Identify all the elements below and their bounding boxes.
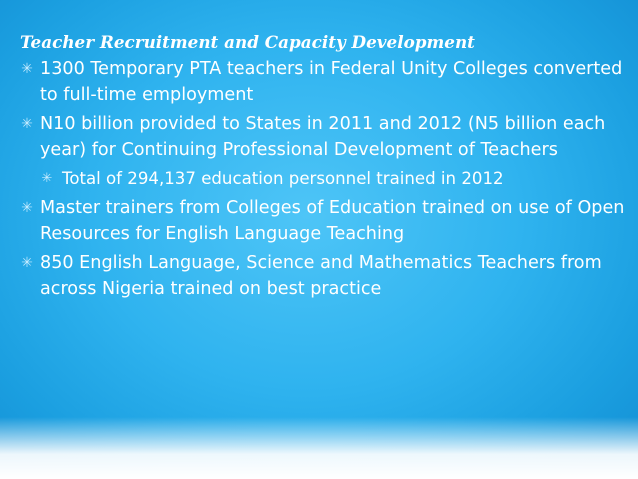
bottom-white-band [0, 417, 638, 479]
sub-bullet-item-personnel-trained [40, 166, 632, 192]
bullet-text: 1300 Temporary PTA teachers in Federal Unity Colleges converted to full-time employment [40, 59, 623, 105]
bullet-item-850-teachers [20, 250, 632, 302]
asterisk-bullet-icon: ✳ [21, 200, 33, 216]
asterisk-bullet-icon: ✳ [21, 61, 33, 77]
asterisk-bullet-icon: ✳ [21, 255, 33, 271]
bullet-item-pta-teachers [20, 56, 632, 108]
bullet-text: N10 billion provided to States in 2011 and 2012 (N5 billion each year) for Continuing Professional Development of Teachers [40, 114, 606, 160]
slide-title: Teacher Recruitment and Capacity Development [20, 32, 475, 52]
bullet-text: Master trainers from Colleges of Education trained on use of Open Resources for English Language Teaching [40, 198, 625, 244]
bullet-item-master-trainers [20, 195, 632, 247]
bullet-item-cpd-funding [20, 111, 632, 163]
asterisk-bullet-icon: ✳ [41, 171, 53, 186]
bullet-text: 850 English Language, Science and Mathematics Teachers from across Nigeria trained on best practice [40, 253, 602, 299]
asterisk-bullet-icon: ✳ [21, 116, 33, 132]
bullet-list [20, 56, 632, 305]
bullet-text: Total of 294,137 education personnel trained in 2012 [62, 169, 504, 188]
